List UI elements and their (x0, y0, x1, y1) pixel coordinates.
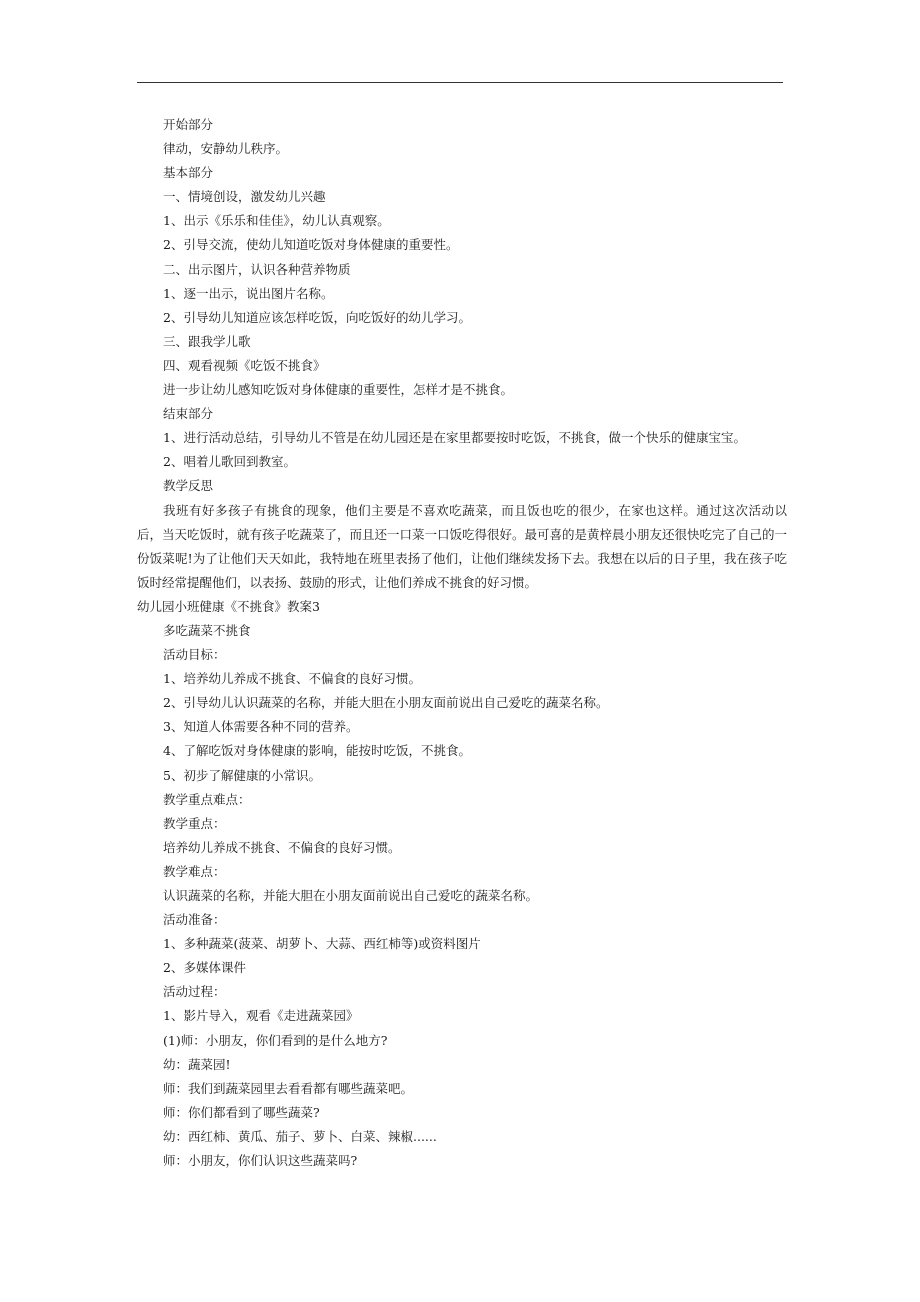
text-line: 幼：蔬菜园! (163, 1056, 231, 1072)
text-line: 进一步让幼儿感知吃饭对身体健康的重要性，怎样才是不挑食。 (163, 382, 514, 398)
text-line: 二、出示图片，认识各种营养物质 (163, 261, 351, 277)
text-line: 四、观看视频《吃饭不挑食》 (163, 357, 326, 373)
text-line: 认识蔬菜的名称，并能大胆在小朋友面前说出自己爱吃的蔬菜名称。 (163, 888, 539, 903)
text-line: 2、引导交流，使幼儿知道吃饭对身体健康的重要性。 (163, 237, 459, 253)
text-line: 律动，安静幼儿秩序。 (163, 141, 289, 157)
text-line: 教学重点： (163, 815, 226, 831)
text-line: 2、多媒体课件 (163, 960, 246, 976)
section-heading: 幼儿园小班健康《不挑食》教案3 (137, 598, 320, 614)
text-line: 教学难点： (163, 863, 226, 879)
text-line: 培养幼儿养成不挑食、不偏食的良好习惯。 (163, 839, 401, 855)
text-line: 一、情境创设，激发幼儿兴趣 (163, 189, 326, 205)
header-rule (137, 82, 783, 83)
document-body (137, 113, 787, 1173)
text-line: 幼：西红柿、黄瓜、茄子、萝卜、白菜、辣椒...... (163, 1128, 437, 1144)
text-line: 1、出示《乐乐和佳佳》，幼儿认真观察。 (163, 213, 390, 229)
text-line: 开始部分 (163, 117, 214, 132)
text-line: 1、逐一出示，说出图片名称。 (163, 285, 334, 301)
text-line: (1)师：小朋友，你们看到的是什么地方? (163, 1032, 388, 1048)
text-line: 活动准备： (163, 912, 226, 928)
text-line: 1、影片导入，观看《走进蔬菜园》 (163, 1008, 359, 1024)
text-line: 2、引导幼儿认识蔬菜的名称，并能大胆在小朋友面前说出自己爱吃的蔬菜名称。 (163, 695, 609, 711)
text-line: 多吃蔬菜不挑食 (163, 622, 251, 638)
text-line: 基本部分 (163, 165, 214, 181)
text-line: 2、唱着儿歌回到教室。 (163, 454, 296, 470)
text-line: 活动过程： (163, 984, 226, 1000)
text-line: 师：你们都看到了哪些蔬菜? (163, 1104, 320, 1120)
text-line: 师：我们到蔬菜园里去看看都有哪些蔬菜吧。 (163, 1080, 414, 1096)
text-line: 2、引导幼儿知道应该怎样吃饭，向吃饭好的幼儿学习。 (163, 309, 471, 325)
text-line: 5、初步了解健康的小常识。 (163, 767, 321, 783)
text-line: 教学重点难点： (163, 791, 251, 807)
text-line: 结束部分 (163, 406, 214, 422)
text-line: 教学反思 (163, 478, 214, 494)
text-line: 4、了解吃饭对身体健康的影响，能按时吃饭，不挑食。 (163, 743, 471, 759)
text-line: 3、知道人体需要各种不同的营养。 (163, 719, 359, 735)
text-line: 1、多种蔬菜(菠菜、胡萝卜、大蒜、西红柿等)或资料图片 (163, 936, 481, 952)
text-line: 三、跟我学儿歌 (163, 333, 251, 349)
text-line: 1、进行活动总结，引导幼儿不管是在幼儿园还是在家里都要按时吃饭，不挑食，做一个快乐的健康宝宝。 (163, 430, 746, 446)
reflection-paragraph: 我班有好多孩子有挑食的现象，他们主要是不喜欢吃蔬菜，而且饭也吃的很少，在家也这样。通过这次活动以后，当天吃饭时，就有孩子吃蔬菜了，而且还一口菜一口饭吃得很好。最可喜的是黄梓晨小朋友还很快吃完了自己的一份饭菜呢!为了让他们天天如此，我特地在班里表扬了他们，让他们继续发扬下去。我想在以后的日子里，我在孩子吃饭时经常提醒他们，以表扬、鼓励的形式，让他们养成不挑食的好习惯。 (137, 502, 788, 590)
text-line: 1、培养幼儿养成不挑食、不偏食的良好习惯。 (163, 671, 421, 687)
text-line: 师：小朋友，你们认识这些蔬菜吗? (163, 1153, 358, 1169)
text-line: 活动目标： (163, 647, 226, 663)
